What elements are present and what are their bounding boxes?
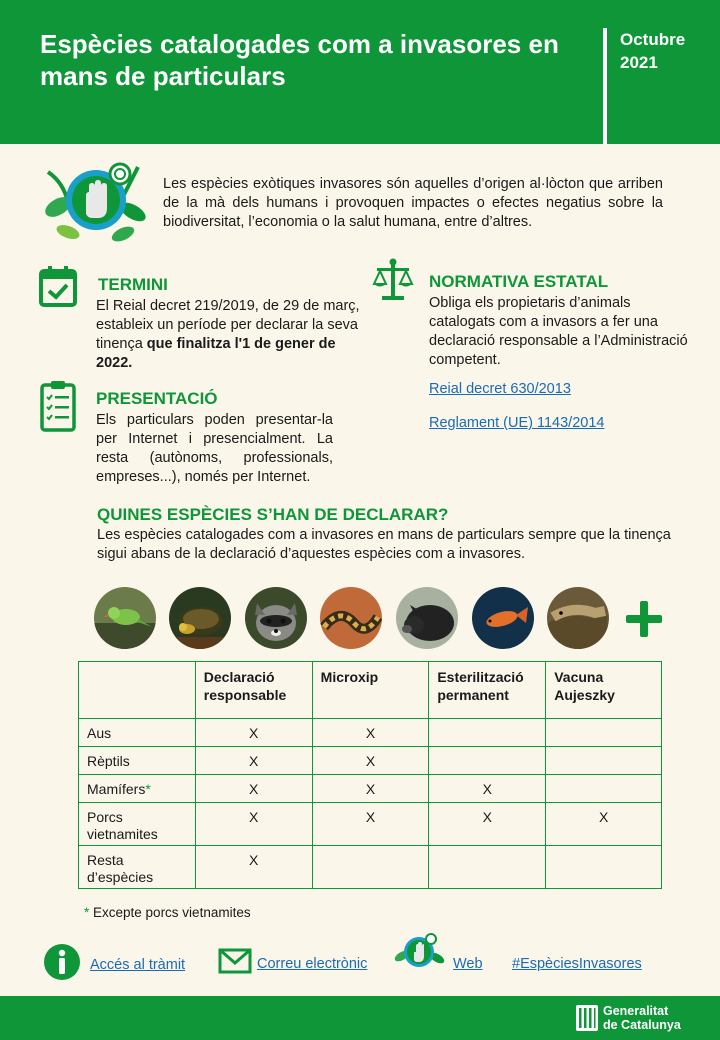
generalitat-wordmark [603,1004,681,1032]
date-year: 2021 [620,53,658,72]
raccoon-photo [245,587,307,649]
snake-photo [320,587,382,649]
cell-mark: X [195,775,312,803]
brand-line1: Generalitat [603,1004,669,1018]
cell-mark [429,846,546,889]
cell-mark: X [312,719,429,747]
generalitat-logo-icon [576,1005,598,1031]
cell-mark: X [195,719,312,747]
turtle-photo [169,587,231,649]
koi-fish-photo [472,587,534,649]
brand-line2: de Catalunya [603,1018,681,1032]
cell-mark: X [429,775,546,803]
table-row [79,775,662,803]
header-esterilitzacio: Esterilització permanent [429,662,546,719]
row-label: Aus [79,719,196,747]
row-label: Porcs vietnamites [79,803,196,846]
presentacio-text: Els particulars poden presentar-la per Internet i presencialment. La resta (autònoms, professionals, empreses...), només per Internet. [96,412,333,485]
intro-paragraph: Les espècies exòtiques invasores són aquelles d’origen al·lòcton que arriben de la mà dels humans i provoquen impactes o efectes negatius sobre la biodiversitat, l’economia o la salut humana, entre d’altres. [163,176,663,230]
scales-justice-icon [372,258,414,302]
cell-mark: X [312,775,429,803]
quines-text: Les espècies catalogades com a invasores en mans de particulars sempre que la tinença sigui abans de la declaració d’aquestes espècies com a invasores. [97,527,671,562]
hashtag-link[interactable]: #EspèciesInvasores [512,956,642,972]
termini-text [96,297,366,373]
table-row [79,803,662,846]
table-row [79,719,662,747]
table-row [79,846,662,889]
header-vacuna: Vacuna Aujeszky [546,662,662,719]
access-procedure-link[interactable]: Accés al tràmit [90,957,186,973]
row-label: Mamífers* [79,775,196,803]
info-icon[interactable] [44,944,80,980]
plus-icon [626,601,662,637]
cell-mark [546,719,662,747]
asterisk-mark: * [145,781,151,797]
cell-mark [312,846,429,889]
row-label: Rèptils [79,747,196,775]
presentacio-title: PRESENTACIÓ [96,389,218,408]
normativa-text: Obliga els propietaris d’animals catalogats com a invasors a fer una declaració responsable a l’Administració competent. [429,295,688,368]
termini-deadline: que finalitza l'1 de gener de 2022. [96,336,336,371]
cell-mark: X [312,747,429,775]
header-microxip: Microxip [312,662,429,719]
cell-mark [546,775,662,803]
link-reglament-ue-1143[interactable]: Reglament (UE) 1143/2014 [429,415,605,431]
termini-body: El Reial decret 219/2019, de 29 de març, estableix un període per declarar la seva tinença [96,298,360,352]
cell-mark: X [195,747,312,775]
email-link[interactable]: Correu electrònic [257,956,368,972]
page-title: Espècies catalogades com a invasores en mans de particulars [40,29,559,91]
calendar-check-icon [38,265,78,309]
cell-mark: X [195,846,312,889]
publication-date [620,28,685,74]
cell-mark: X [429,803,546,846]
date-month: Octubre [620,30,686,49]
quines-title: QUINES ESPÈCIES S’HAN DE DECLARAR? [97,505,449,524]
cell-mark [429,747,546,775]
cell-mark [546,747,662,775]
cell-mark [546,846,662,889]
cell-mark: X [195,803,312,846]
cell-mark: X [546,803,662,846]
parakeet-photo [94,587,156,649]
species-requirements-table [78,661,662,889]
web-link[interactable]: Web [453,956,483,972]
envelope-icon[interactable] [218,948,252,974]
normativa-title: NORMATIVA ESTATAL [429,272,609,291]
header-empty-cell [79,662,196,719]
cell-mark [429,719,546,747]
footnote [84,905,251,920]
header-declaracio: Declaració responsable [195,662,312,719]
vietnamese-pig-photo [396,587,458,649]
termini-title: TERMINI [98,275,168,294]
lizard-photo [547,587,609,649]
invasive-species-hand-icon [38,152,150,247]
header-divider [603,28,607,144]
footnote-text: Excepte porcs vietnamites [89,905,251,920]
cell-mark: X [312,803,429,846]
link-reial-decret-630[interactable]: Reial decret 630/2013 [429,381,571,397]
web-hand-icon[interactable] [392,930,446,976]
checklist-clipboard-icon [40,380,76,432]
table-row [79,747,662,775]
table-header-row [79,662,662,719]
row-label: Resta d’espècies [79,846,196,889]
footnote-asterisk: * [84,905,90,920]
